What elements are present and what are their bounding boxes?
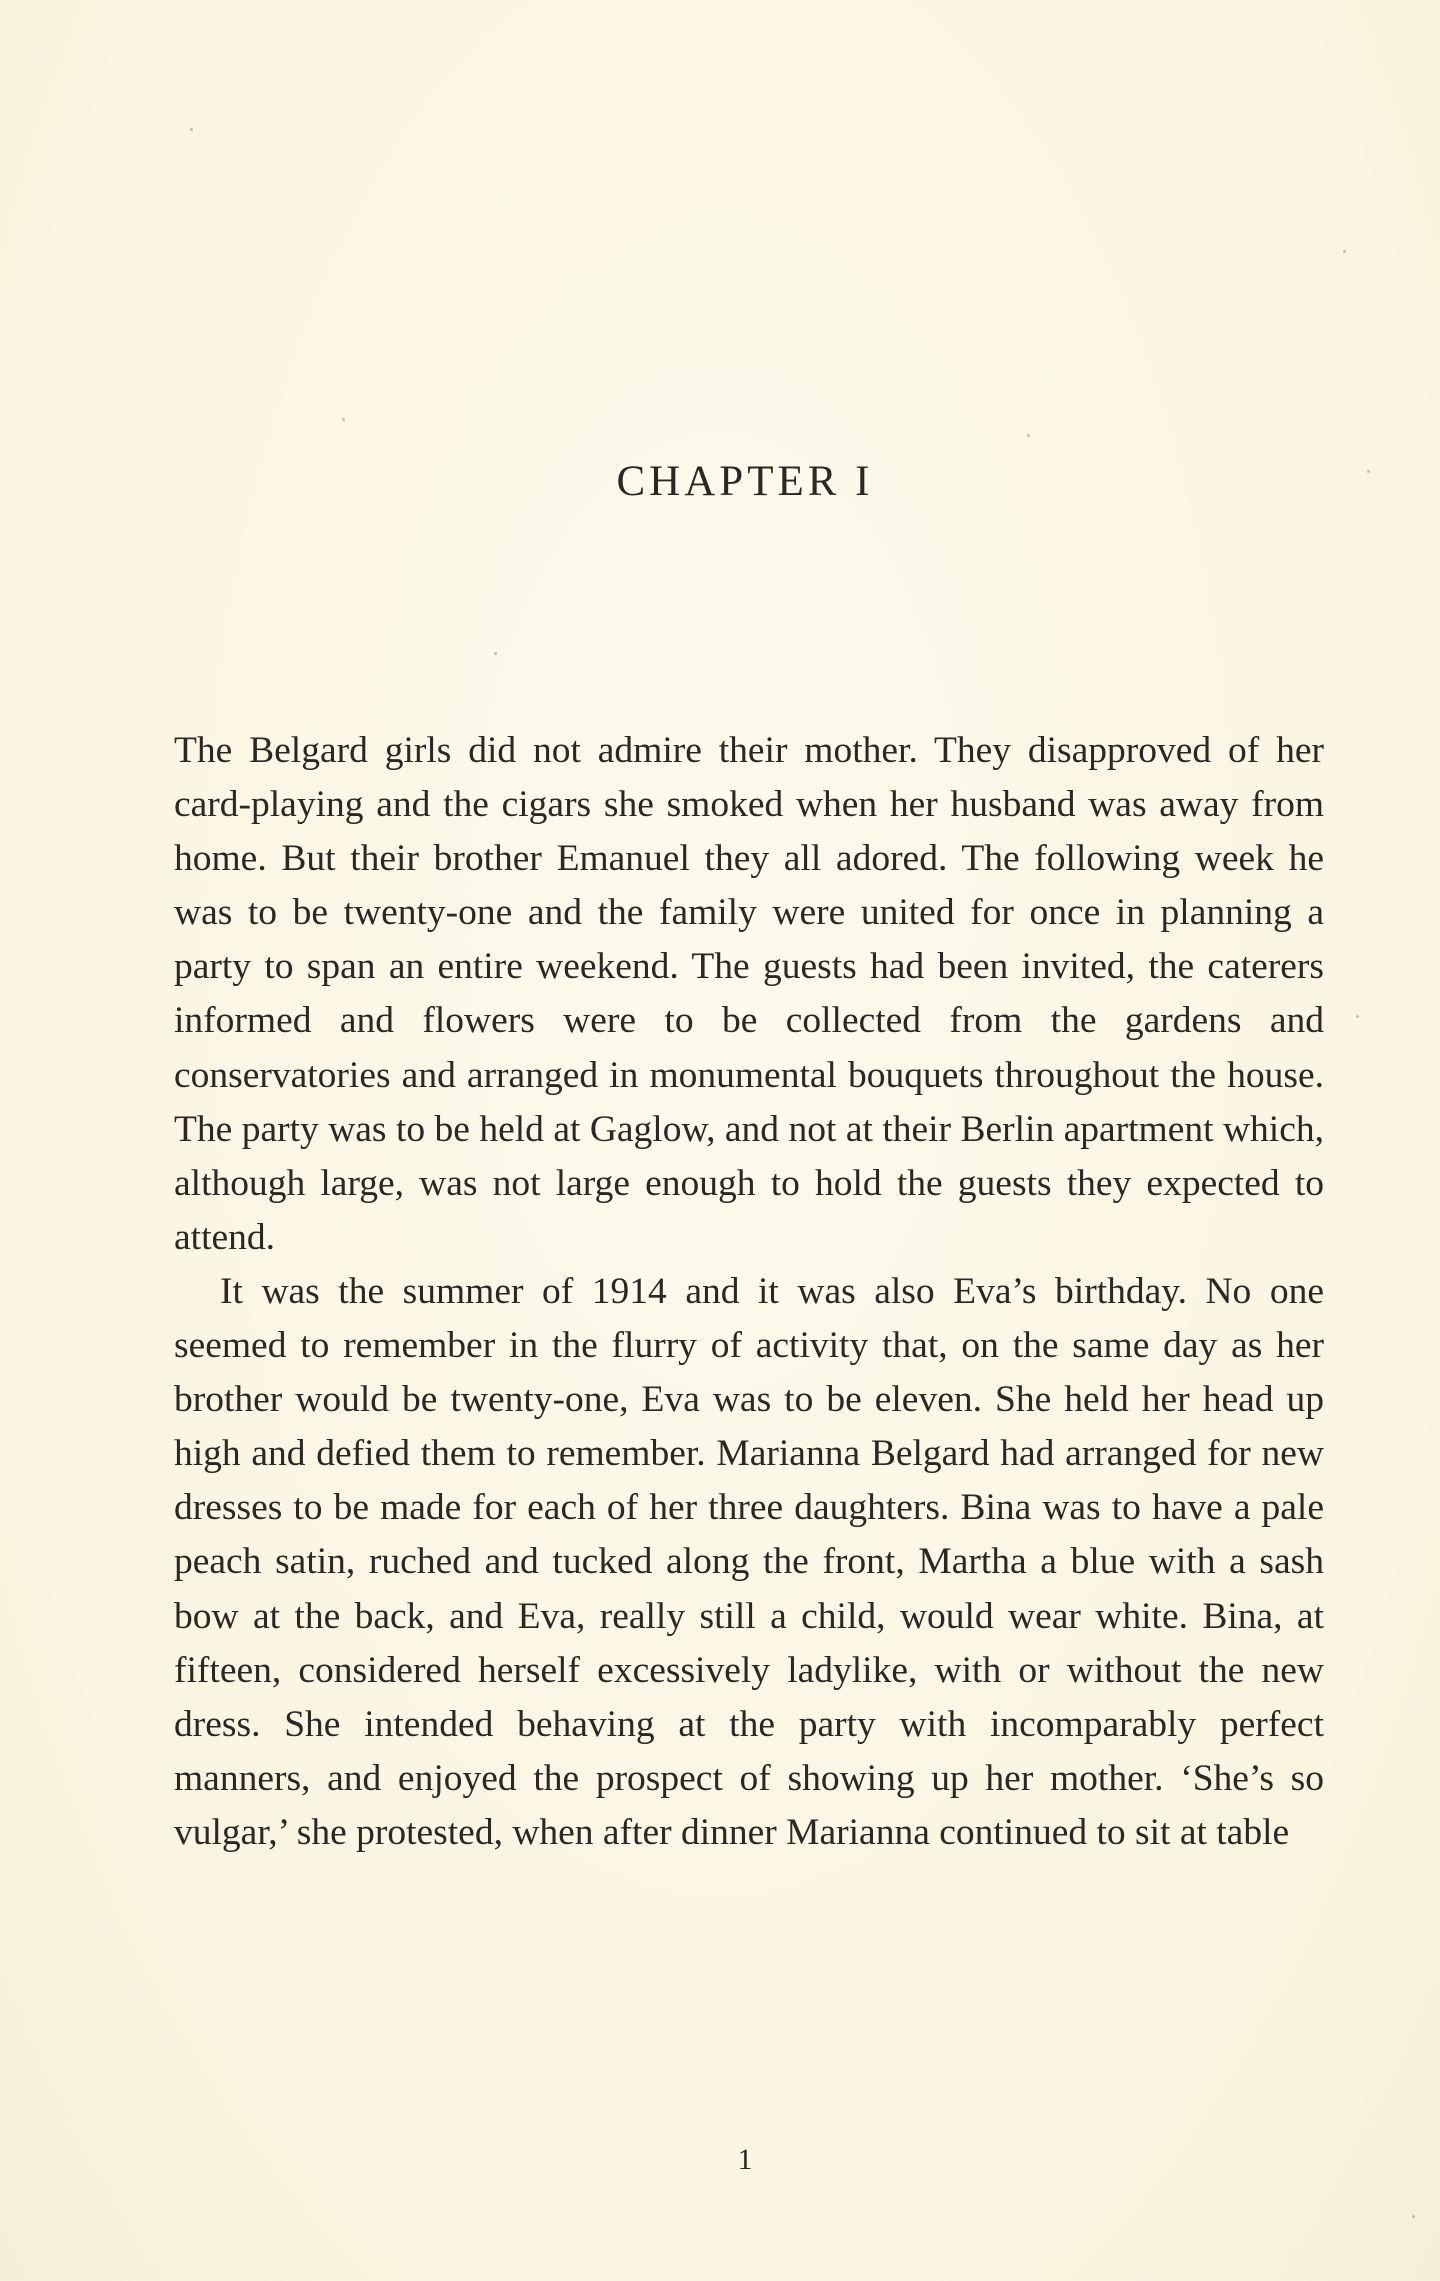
paper-speck: [1356, 1015, 1359, 1018]
paper-speck: [1343, 250, 1346, 253]
chapter-heading: CHAPTER I: [616, 458, 874, 505]
paper-speck: [1367, 470, 1370, 473]
paper-speck: [190, 128, 193, 131]
paper-speck: [1027, 434, 1030, 437]
paper-speck: [494, 652, 497, 655]
body-text: [174, 724, 1324, 1860]
paragraph-2: It was the summer of 1914 and it was also Eva’s birthday. No one seemed to remember in the flurry of activity that, on the same day as her brother would be twenty-one, Eva was to be eleven. She held her head up high and defied them to remember. Marianna Belgard had arranged for new dresses to be made for each of her three daughters. Bina was to have a pale peach satin, ruched and tucked along the front, Martha a blue with a sash bow at the back, and Eva, really still a child, would wear white. Bina, at fifteen, considered herself excessively ladylike, with or without the new dress. She intended behaving at the party with incomparably perfect manners, and enjoyed the prospect of showing up her mother. ‘She’s so vulgar,’ she protested, when after dinner Marianna continued to sit at table: [174, 1270, 1324, 1853]
paragraph-1: The Belgard girls did not admire their mother. They disapproved of her card-playing and the cigars she smoked when her husband was away from home. But their brother Emanuel they all adored. The following week he was to be twenty-​one and the family were united for once in planning a party to span an entire weekend. The guests had been invited, the caterers informed and flowers were to be collected from the gardens and conservatories and arranged in monumental bouquets throughout the house. The party was to be held at Gaglow, and not at their Berlin apartment which, although large, was not large enough to hold the guests they expected to attend.: [174, 730, 1324, 1258]
paper-speck: [342, 418, 345, 421]
paper-speck: [1412, 2215, 1415, 2218]
page-number: 1: [737, 2143, 753, 2176]
